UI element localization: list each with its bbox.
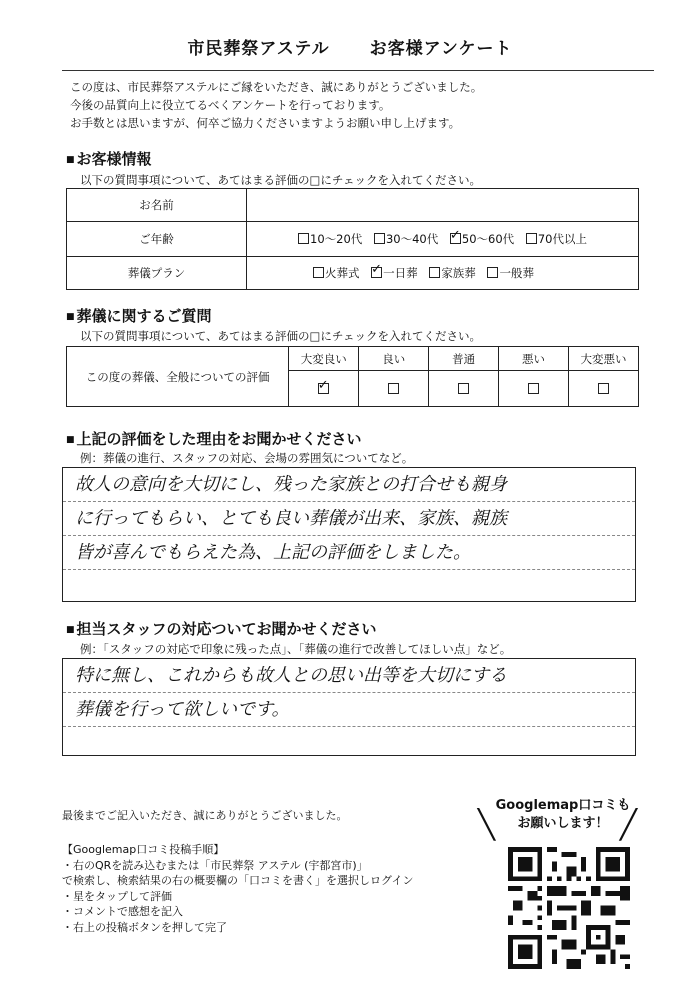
age-options <box>247 222 639 257</box>
rating-checkbox-very-bad[interactable] <box>598 383 609 394</box>
guide-step: で検索し、検索結果の右の概要欄の「口コミを書く」を選択しログイン <box>62 874 414 887</box>
age-checkbox-1[interactable] <box>298 233 309 244</box>
age-option-label: 50～60代 <box>461 232 515 246</box>
plan-checkbox-1[interactable] <box>313 267 324 278</box>
age-option-label: 30～40代 <box>385 232 439 246</box>
title-survey: お客様アンケート <box>369 39 513 59</box>
decor-slash-left: ╲ <box>478 808 495 841</box>
decor-slash-right: ╱ <box>620 808 637 841</box>
customer-heading: ■ お客様情報 <box>66 148 152 169</box>
intro-line: お手数とは思いますが、何卒ご協力くださいますようお願い申し上げます。 <box>70 116 461 130</box>
review-guide <box>62 842 413 935</box>
staff-line: 特に無し、これからも故人との思い出等を大切にする <box>63 659 635 693</box>
intro-text <box>70 78 482 132</box>
rating-header: 大変良い <box>289 347 359 371</box>
plan-label: 葬儀プラン <box>67 257 247 290</box>
intro-line: 今後の品質向上に役立てるべくアンケートを行っております。 <box>70 98 391 112</box>
guide-step: ・右上の投稿ボタンを押して完了 <box>62 920 227 934</box>
reason-heading: ■ 上記の評価をした理由をお聞かせください <box>66 428 362 449</box>
name-label: お名前 <box>67 189 247 222</box>
rating-checkbox-good[interactable] <box>388 383 399 394</box>
staff-note: 例：「スタッフの対応で印象に残った点」、「葬儀の進行で改善してほしい点」など。 <box>80 642 512 656</box>
qr-callout <box>488 797 638 833</box>
title-company: 市民葬祭アステル <box>187 39 330 59</box>
funeral-note: 以下の質問事項について、あてはまる評価の□にチェックを入れてください。 <box>80 329 482 343</box>
staff-line: 葬儀を行って欲しいです。 <box>63 693 635 727</box>
qr-callout-line: Googlemap口コミも <box>495 798 631 813</box>
age-checkbox-3[interactable] <box>450 233 461 244</box>
staff-answer-box[interactable] <box>62 658 636 756</box>
rating-question: この度の葬儀、全般についての評価 <box>67 347 289 407</box>
rating-table <box>66 346 639 407</box>
staff-heading: ■ 担当スタッフの対応ついてお聞かせください <box>66 618 377 639</box>
reason-line: に行ってもらい、とても良い葬儀が出来、家族、親族 <box>63 502 635 536</box>
rating-header: 普通 <box>429 347 499 371</box>
intro-line: この度は、市民葬祭アステルにご縁をいただき、誠にありがとうございました。 <box>70 80 483 94</box>
plan-checkbox-4[interactable] <box>487 267 498 278</box>
reason-line: 皆が喜んでもらえた為、上記の評価をしました。 <box>63 536 635 570</box>
rating-header: 大変悪い <box>569 347 639 371</box>
plan-option-label: 一般葬 <box>499 266 534 280</box>
reason-line: 故人の意向を大切にし、残った家族との打合せも親身 <box>63 468 635 502</box>
qr-code-icon[interactable] <box>508 847 630 969</box>
plan-option-label: 火葬式 <box>325 266 360 280</box>
age-label: ご年齢 <box>67 222 247 257</box>
name-field[interactable] <box>247 189 639 222</box>
funeral-heading: ■ 葬儀に関するご質問 <box>66 305 212 326</box>
guide-step: ・コメントで感想を記入 <box>62 905 183 918</box>
closing-text: 最後までご記入いただき、誠にありがとうございました。 <box>62 809 348 822</box>
age-checkbox-2[interactable] <box>374 233 385 244</box>
customer-note: 以下の質問事項について、あてはまる評価の□にチェックを入れてください。 <box>80 173 482 187</box>
page-title <box>0 34 700 59</box>
rating-checkbox-very-good[interactable] <box>318 383 329 394</box>
guide-step: ・右のQRを読み込むまたは「市民葬祭 アステル (宇都宮市)」 <box>62 858 368 872</box>
title-divider <box>62 70 654 71</box>
guide-title: 【Googlemap口コミ投稿手順】 <box>62 843 225 856</box>
rating-header: 悪い <box>499 347 569 371</box>
plan-option-label: 家族葬 <box>441 266 476 280</box>
plan-option-label: 一日葬 <box>383 266 418 280</box>
guide-step: ・星をタップして評価 <box>62 889 172 903</box>
plan-options <box>247 257 639 290</box>
age-option-label: 10～20代 <box>310 232 363 246</box>
qr-callout-line: お願いします！ <box>517 816 609 831</box>
plan-checkbox-3[interactable] <box>429 267 440 278</box>
rating-header: 良い <box>359 347 429 371</box>
age-checkbox-4[interactable] <box>526 233 537 244</box>
reason-note: 例：葬儀の進行、スタッフの対応、会場の雰囲気についてなど。 <box>80 451 414 465</box>
rating-checkbox-bad[interactable] <box>528 383 539 394</box>
age-option-label: 70代以上 <box>537 232 587 246</box>
rating-checkbox-normal[interactable] <box>458 383 469 394</box>
reason-answer-box[interactable] <box>62 467 636 602</box>
plan-checkbox-2[interactable] <box>371 267 382 278</box>
customer-table <box>66 188 639 290</box>
